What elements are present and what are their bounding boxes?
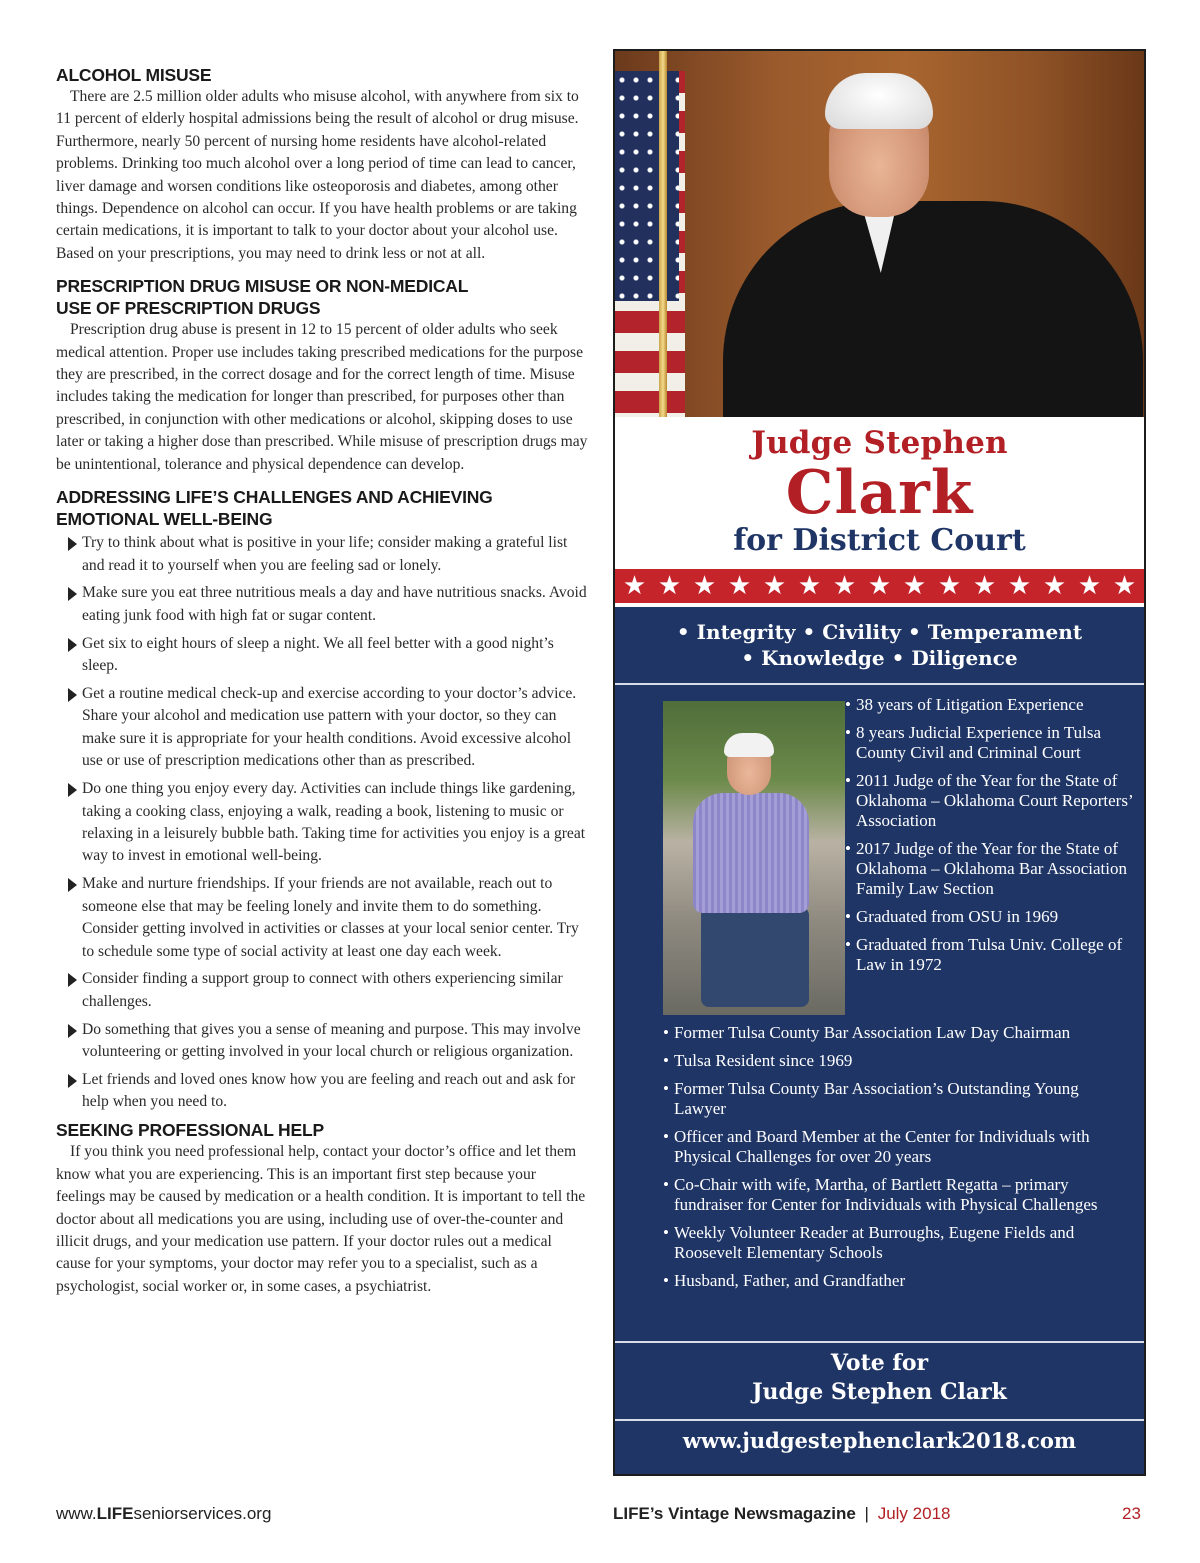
arrow-bullet-icon: [68, 587, 77, 601]
vote-line: Vote for: [830, 1350, 929, 1376]
arrow-bullet-icon: [68, 973, 77, 987]
footer-separator: |: [864, 1504, 869, 1523]
footer-site-prefix: www.: [56, 1504, 97, 1523]
star-icon: ★: [1007, 571, 1032, 601]
list-item: [56, 633, 588, 678]
portrait-hair: [825, 73, 933, 129]
credential-item: • 8 years Judicial Experience in Tulsa County Civil and Criminal Court: [845, 723, 1145, 763]
star-icon: ★: [867, 571, 892, 601]
heading-emotional-well-being: [56, 486, 588, 530]
star-icon: ★: [657, 571, 682, 601]
judge-portrait-photo: [615, 51, 1144, 417]
paragraph-alcohol-misuse: There are 2.5 million older adults who misuse alcohol, with anywhere from six to 11 percent of elderly hospital admissions being the result of alcohol or drug misuse. Furthermore, nearly 50 percent of nursing home residents have alcohol-related problems. Drinking too much alcohol over a long period of time can lead to cancer, liver damage and worsen conditions like osteoporosis and diabetes, among other things. Dependence on alcohol can occur. If you have health problems or are taking certain medications, it is important to talk to your doctor about your alcohol use. Based on your prescriptions, you may need to drink less or not at all.: [56, 88, 579, 262]
photo-hair: [724, 733, 774, 757]
flag-canton: [615, 71, 679, 301]
photo-jeans: [701, 907, 809, 1007]
virtues-line: • Integrity • Civility • Temperament: [676, 620, 1083, 644]
star-icon: ★: [1077, 571, 1102, 601]
list-item-text: Get six to eight hours of sleep a night. We all feel better with a good night’s sleep.: [82, 634, 554, 675]
arrow-bullet-icon: [68, 537, 77, 551]
list-item-text: Get a routine medical check-up and exercise according to your doctor’s advice. Share your alcohol and medication use pattern with your doctor, so they can make sure it is appropriate for your health conditions. Avoid excessive alcohol use or use of prescription medications other than as prescribed.: [82, 685, 577, 770]
list-item-text: Make sure you eat three nutritious meals a day and have nutritious snacks. Avoid eating junk food with high fat or sugar content.: [82, 584, 587, 624]
arrow-bullet-icon: [68, 1074, 77, 1088]
star-icon: ★: [762, 571, 787, 601]
heading-prescription-drug-misuse: [56, 275, 588, 319]
list-item: [56, 873, 588, 963]
divider: [615, 1419, 1144, 1421]
page-number: 23: [1122, 1504, 1141, 1523]
credential-item: • Graduated from OSU in 1969: [845, 907, 1145, 927]
ad-title-block: [615, 417, 1144, 569]
arrow-bullet-icon: [68, 1024, 77, 1038]
paragraph-prescription-drug-misuse: Prescription drug abuse is present in 12 to 15 percent of older adults who seek medical attention. Proper use includes taking prescribed medications for the purpose they are prescribed, in the correct dosage and for the correct length of time. Misuse includes taking the medication for longer than prescribed, for purposes other than prescribed, in conjunction with other medications or alcohol, skipping doses to use later or taking a higher dose than prescribed. While misuse of prescription drugs may be unintentional, tolerance and physical dependence can develop.: [56, 321, 588, 473]
list-item: [56, 1069, 588, 1114]
footer-site-suffix: seniorservices.org: [133, 1504, 272, 1523]
star-icon: ★: [727, 571, 752, 601]
credentials-wide-list: [663, 1023, 1133, 1299]
publication-name: LIFE’s Vintage Newsmagazine: [613, 1504, 856, 1523]
heading-alcohol-misuse: ALCOHOL MISUSE: [56, 65, 212, 85]
credential-item: • Tulsa Resident since 1969: [663, 1051, 1133, 1071]
divider: [615, 1341, 1144, 1343]
arrow-bullet-icon: [68, 783, 77, 797]
arrow-bullet-icon: [68, 638, 77, 652]
list-item: [56, 778, 588, 868]
paragraph-seeking-professional-help: If you think you need professional help, contact your doctor’s office and let them know what you are experiencing. This is an important first step because your feelings may be caused by medication or a health condition. It is important to tell the doctor about all medications you are using, including use of over-the-counter and illicit drugs, and your medication use pattern. If your doctor rules out a medical cause for your symptoms, your doctor may refer you to a specialist, such as a psychologist, social worker or, in some cases, a psychiatrist.: [56, 1143, 586, 1295]
judicial-robe: [723, 201, 1143, 417]
star-icon: ★: [1112, 571, 1137, 601]
judge-casual-photo: [663, 701, 845, 1015]
list-item-text: Do something that gives you a sense of meaning and purpose. This may involve volunteering or getting involved in your local church or religious organization.: [82, 1020, 581, 1061]
vote-call-to-action: [615, 1349, 1144, 1407]
list-item: [56, 1019, 588, 1064]
heading-seeking-professional-help: SEEKING PROFESSIONAL HELP: [56, 1120, 324, 1141]
heading-line: USE OF PRESCRIPTION DRUGS: [56, 298, 321, 319]
credential-item: • Officer and Board Member at the Center for Individuals with Physical Challenges for over 20 years: [663, 1127, 1133, 1167]
credential-item: • Former Tulsa County Bar Association Law Day Chairman: [663, 1023, 1133, 1043]
star-icon: ★: [692, 571, 717, 601]
divider: [615, 683, 1144, 685]
campaign-website-url[interactable]: www.judgestephenclark2018.com: [682, 1428, 1077, 1453]
arrow-bullet-icon: [68, 878, 77, 892]
credentials-side-list: [845, 695, 1145, 983]
footer-website[interactable]: [56, 1504, 271, 1524]
credential-item: • Husband, Father, and Grandfather: [663, 1271, 1133, 1291]
list-item-text: Let friends and loved ones know how you are feeling and reach out and ask for help when you need to.: [82, 1071, 576, 1111]
article-column: [56, 64, 588, 1308]
list-item: [56, 532, 588, 577]
list-item-text: Do one thing you enjoy every day. Activities can include things like gardening, taking a cooking class, enjoying a walk, reading a book, listening to music or relaxing in a leisurely bubble bath. Taking time for activities you enjoy is a great way to invest in emotional well-being.: [82, 780, 586, 865]
credential-item: • Graduated from Tulsa Univ. College of Law in 1972: [845, 935, 1145, 975]
star-icon: ★: [622, 571, 647, 601]
star-icon: ★: [797, 571, 822, 601]
list-item: [56, 968, 588, 1013]
credential-item: • Weekly Volunteer Reader at Burroughs, Eugene Fields and Roosevelt Elementary Schools: [663, 1223, 1133, 1263]
star-icon: ★: [1042, 571, 1067, 601]
virtues-line: • Knowledge • Diligence: [741, 646, 1018, 670]
credential-item: • 2017 Judge of the Year for the State of Oklahoma – Oklahoma Bar Association Family Law Section: [845, 839, 1145, 899]
heading-line: ADDRESSING LIFE’S CHALLENGES AND ACHIEVING: [56, 487, 493, 508]
well-being-tips-list: [56, 532, 588, 1114]
credential-item: • Former Tulsa County Bar Association’s Outstanding Young Lawyer: [663, 1079, 1133, 1119]
list-item-text: Make and nurture friendships. If your friends are not available, reach out to someone else that may be feeling lonely and invite them to do something. Consider getting involved in activities or classes at your local senior center. Try to schedule some type of social activity at least one day each week.: [82, 875, 579, 960]
star-icon: ★: [972, 571, 997, 601]
footer-site-brand: LIFE: [96, 1504, 134, 1523]
list-item: [56, 683, 588, 773]
photo-shirt: [693, 793, 809, 913]
footer-publication: [613, 1504, 950, 1524]
credential-item: • 38 years of Litigation Experience: [845, 695, 1145, 715]
virtues-list: [615, 619, 1144, 671]
arrow-bullet-icon: [68, 688, 77, 702]
credential-item: • Co-Chair with wife, Martha, of Bartlett Regatta – primary fundraiser for Center for Individuals with Physical Challenges: [663, 1175, 1133, 1215]
star-banner: [615, 569, 1144, 607]
star-icon: ★: [937, 571, 962, 601]
ad-title-office: for District Court: [733, 523, 1026, 558]
ad-title-line1: Judge Stephen: [751, 425, 1008, 461]
star-icon: ★: [832, 571, 857, 601]
list-item-text: Try to think about what is positive in your life; consider making a grateful list and read it to yourself when you are feeling sad or lonely.: [82, 534, 568, 574]
campaign-advertisement: [613, 49, 1146, 1476]
ad-title-name: Clark: [785, 458, 974, 528]
heading-line: PRESCRIPTION DRUG MISUSE OR NON-MEDICAL: [56, 276, 469, 297]
list-item-text: Consider finding a support group to connect with others experiencing similar challenges.: [82, 970, 563, 1010]
publication-date: July 2018: [877, 1504, 951, 1523]
credential-item: • 2011 Judge of the Year for the State of Oklahoma – Oklahoma Court Reporters’ Association: [845, 771, 1145, 831]
heading-line: EMOTIONAL WELL-BEING: [56, 509, 273, 530]
flagpole: [659, 51, 667, 417]
vote-line: Judge Stephen Clark: [752, 1379, 1007, 1405]
star-icon: ★: [902, 571, 927, 601]
list-item: [56, 582, 588, 627]
